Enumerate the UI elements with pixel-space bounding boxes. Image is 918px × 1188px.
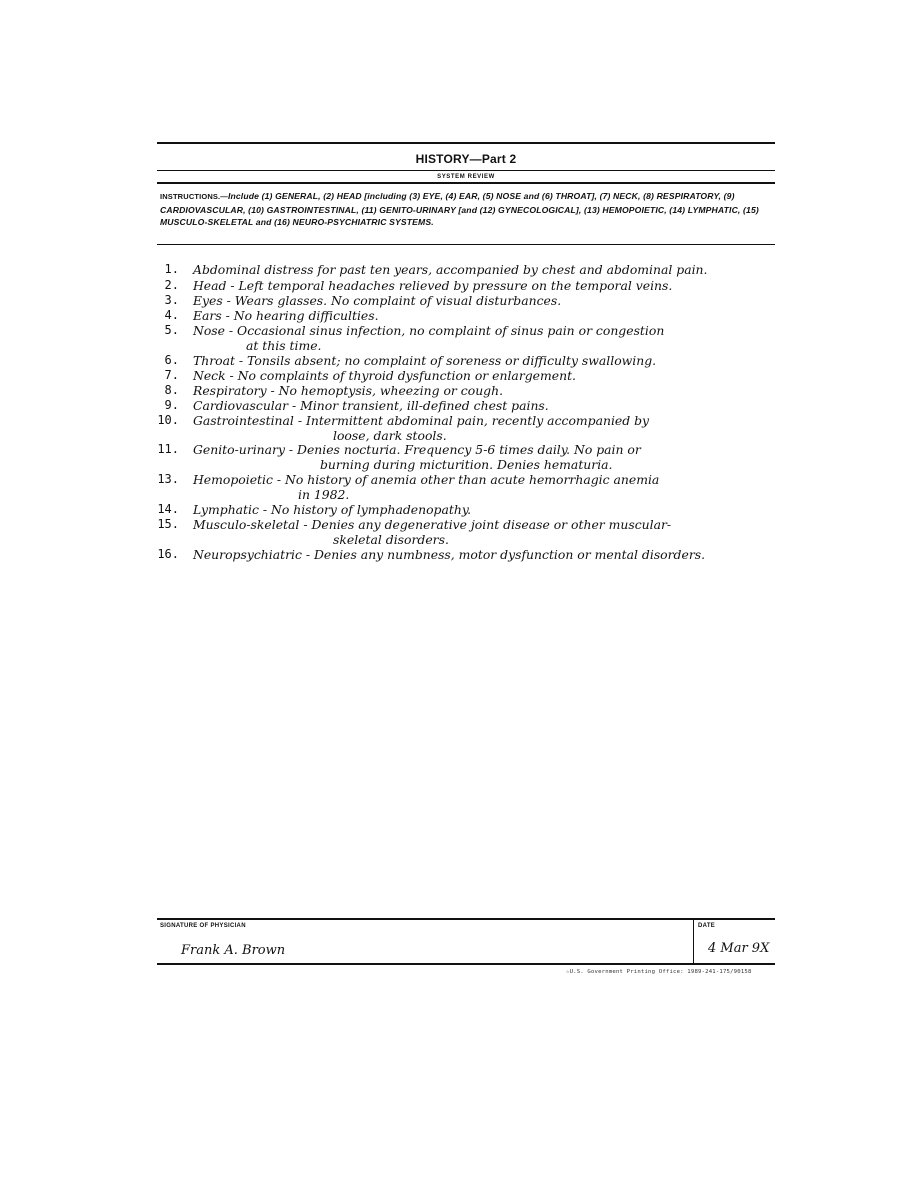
item-number: 6. xyxy=(164,353,179,367)
list-item xyxy=(157,383,797,398)
item-text: Hemopoietic - No history of anemia other than acute hemorrhagic anemia xyxy=(193,472,660,487)
item-text: Neck - No complaints of thyroid dysfunction or enlargement. xyxy=(193,368,576,383)
list-item xyxy=(157,442,797,457)
title-rule xyxy=(157,170,775,171)
instructions xyxy=(160,190,774,229)
signature-bottom-rule xyxy=(157,963,775,965)
item-number: 4. xyxy=(164,308,179,322)
subtitle-rule xyxy=(157,182,775,184)
item-text: Ears - No hearing difficulties. xyxy=(193,308,379,323)
item-number: 13. xyxy=(157,472,179,486)
signature-top-rule xyxy=(157,918,775,920)
printing-office-footer: ☆U.S. Government Printing Office: 1989-241-175/90158 xyxy=(566,969,752,975)
list-item xyxy=(157,308,797,323)
item-number: 3. xyxy=(164,293,179,307)
list-item xyxy=(157,517,797,532)
list-item xyxy=(157,413,797,428)
item-text: Eyes - Wears glasses. No complaint of visual disturbances. xyxy=(193,293,562,308)
list-item xyxy=(157,278,797,293)
item-continuation: loose, dark stools. xyxy=(333,428,447,443)
item-number: 10. xyxy=(157,413,179,427)
form-subtitle: SYSTEM REVIEW xyxy=(437,174,495,180)
item-text: Musculo-skeletal - Denies any degenerative joint disease or other muscular- xyxy=(193,517,672,532)
item-number: 5. xyxy=(164,323,179,337)
item-number: 16. xyxy=(157,547,179,561)
item-number: 15. xyxy=(157,517,179,531)
instructions-lead: INSTRUCTIONS.— xyxy=(160,192,228,201)
item-number: 7. xyxy=(164,368,179,382)
date-value: 4 Mar 9X xyxy=(708,941,770,956)
item-text: Throat - Tonsils absent; no complaint of soreness or difficulty swallowing. xyxy=(193,353,657,368)
item-number: 14. xyxy=(157,502,179,516)
instructions-body: Include (1) GENERAL, (2) HEAD [including (3) EYE, (4) EAR, (5) NOSE and (6) THROAT], (7) NECK, (8) RESPIRATORY, (9) CARDIOVASCULAR, (10) GASTROINTESTINAL, (11) GENITO-URINARY [and (12) GYNECOLOGICAL], (13) HEMOPOIETIC, (14) LYMPHATIC, (15) MUSCULO-SKELETAL and (16) NEURO-PSYCHIATRIC SYSTEMS. xyxy=(160,191,759,227)
item-number: 11. xyxy=(157,442,179,456)
item-continuation: in 1982. xyxy=(298,487,350,502)
signature-label: SIGNATURE OF PHYSICIAN xyxy=(160,923,246,929)
instructions-rule xyxy=(157,244,775,245)
item-text: Respiratory - No hemoptysis, wheezing or cough. xyxy=(193,383,504,398)
item-text: Head - Left temporal headaches relieved by pressure on the temporal veins. xyxy=(193,278,673,293)
item-continuation: burning during micturition. Denies hematuria. xyxy=(320,457,613,472)
item-text: Genito-urinary - Denies nocturia. Frequency 5-6 times daily. No pain or xyxy=(193,442,641,457)
item-text: Cardiovascular - Minor transient, ill-defined chest pains. xyxy=(193,398,549,413)
item-number: 8. xyxy=(164,383,179,397)
item-continuation: skeletal disorders. xyxy=(333,532,449,547)
top-rule xyxy=(157,142,775,144)
item-number: 9. xyxy=(164,398,179,412)
signature-divider xyxy=(693,919,694,964)
list-item xyxy=(157,472,797,487)
physician-signature: Frank A. Brown xyxy=(181,943,286,958)
list-item xyxy=(157,398,797,413)
item-text: Abdominal distress for past ten years, accompanied by chest and abdominal pain. xyxy=(193,262,708,277)
item-continuation: at this time. xyxy=(246,338,322,353)
item-text: Lymphatic - No history of lymphadenopathy. xyxy=(193,502,472,517)
list-item xyxy=(157,547,797,562)
item-text: Nose - Occasional sinus infection, no complaint of sinus pain or congestion xyxy=(193,323,665,338)
item-number: 2. xyxy=(164,278,179,292)
item-text: Gastrointestinal - Intermittent abdominal pain, recently accompanied by xyxy=(193,413,650,428)
list-item xyxy=(157,262,797,277)
form-title: HISTORY—Part 2 xyxy=(415,152,517,166)
list-item xyxy=(157,502,797,517)
item-text: Neuropsychiatric - Denies any numbness, motor dysfunction or mental disorders. xyxy=(193,547,706,562)
list-item xyxy=(157,353,797,368)
item-number: 1. xyxy=(164,262,179,276)
list-item xyxy=(157,368,797,383)
list-item xyxy=(157,293,797,308)
list-item xyxy=(157,323,797,338)
date-label: DATE xyxy=(698,923,716,929)
